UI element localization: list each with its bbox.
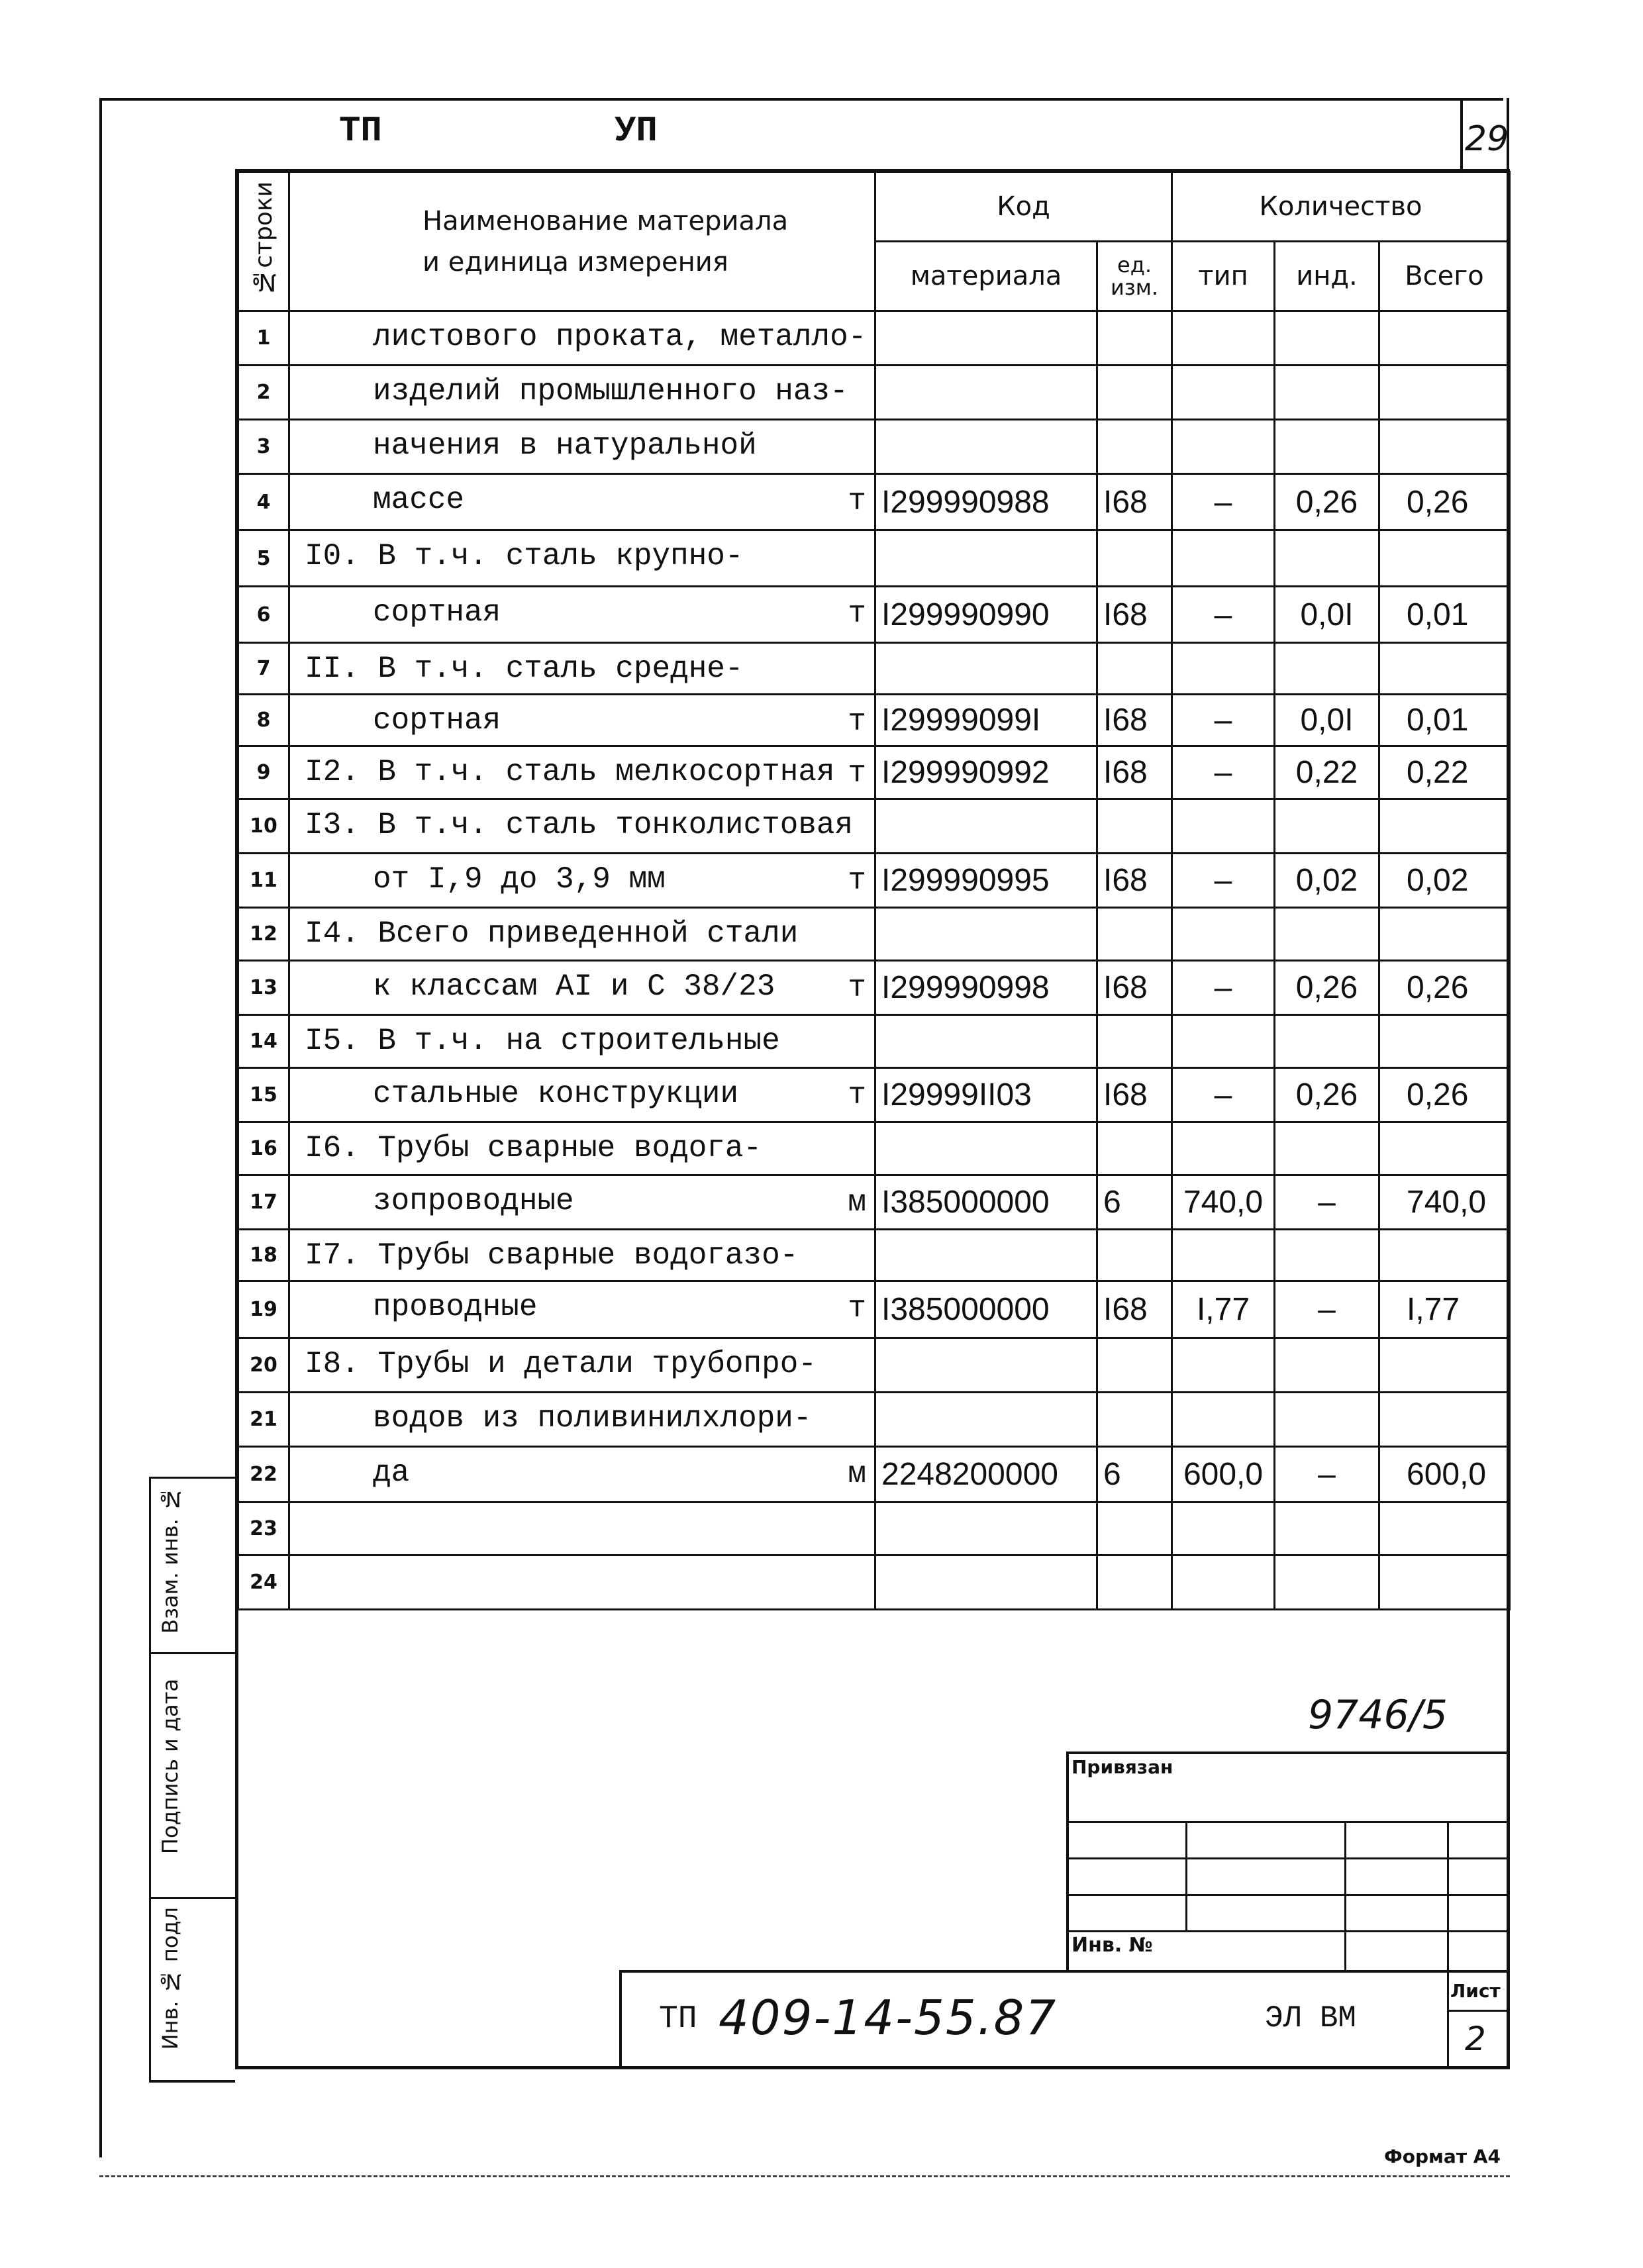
qty-total: 0,01 [1379,587,1510,643]
row-number: 18 [238,1230,289,1281]
qty-type: – [1172,1068,1275,1122]
doc-code: 409-14-55.87 [719,1990,1058,2046]
table-row [238,1503,1510,1555]
material-code: I299990990 [875,587,1097,643]
doc-section: ЭЛ ВМ [1265,2001,1357,2036]
title-block-sheet-divider [1447,1970,1449,2069]
qty-total: 0,02 [1379,854,1510,908]
table-row [238,695,1510,746]
qty-type [1172,1338,1275,1393]
qty-ind: – [1275,1447,1379,1503]
qty-total [1379,643,1510,695]
table-row [238,587,1510,643]
side-strip-line [149,1477,151,2083]
material-text: да [373,1455,410,1490]
qty-ind [1275,311,1379,366]
stamp-line-2 [1066,1857,1510,1859]
qty-total: 600,0 [1379,1447,1510,1503]
qty-ind [1275,1555,1379,1610]
qty-type [1172,530,1275,587]
stamp-line-1 [1066,1821,1510,1823]
stamp-vline-2 [1344,1821,1346,1970]
material-code [875,799,1097,854]
material-name [289,587,875,643]
row-number: 23 [238,1503,289,1555]
qty-type [1172,1015,1275,1068]
unit-text: т [848,1291,866,1326]
row-number: 6 [238,587,289,643]
material-text: I7. Трубы сварные водогазо- [305,1238,799,1273]
material-code [875,311,1097,366]
qty-total: 0,26 [1379,474,1510,530]
material-name [289,1281,875,1338]
stamp-line-4 [1066,1930,1510,1932]
material-text: проводные [373,1290,538,1324]
header-code-unit: ед. изм. [1097,242,1172,311]
material-code: I385000000 [875,1175,1097,1230]
material-name [289,311,875,366]
unit-code: I68 [1097,1281,1172,1338]
row-number: 12 [238,908,289,961]
qty-ind: 0,26 [1275,1068,1379,1122]
privyazan-label: Привязан [1071,1756,1173,1778]
material-code [875,1393,1097,1447]
table-row [238,643,1510,695]
material-name [289,1393,875,1447]
qty-total [1379,530,1510,587]
unit-code: 6 [1097,1175,1172,1230]
material-text: листового проката, металло- [373,320,867,354]
qty-type [1172,1393,1275,1447]
qty-total: 0,26 [1379,961,1510,1015]
material-code [875,1555,1097,1610]
header-quantity: Количество [1172,172,1510,242]
qty-total: 0,26 [1379,1068,1510,1122]
material-text: II. В т.ч. сталь средне- [305,652,744,686]
material-name [289,1015,875,1068]
table-row [238,961,1510,1015]
row-number: 7 [238,643,289,695]
unit-code [1097,1393,1172,1447]
unit-text: м [848,1457,866,1491]
table-row [238,1447,1510,1503]
unit-text: т [848,971,866,1005]
material-code [875,420,1097,474]
stamp-vline-3 [1447,1821,1449,1970]
table-row [238,1393,1510,1447]
qty-type: – [1172,746,1275,799]
stamp-vline-1 [1185,1821,1187,1932]
material-name [289,366,875,420]
row-number: 4 [238,474,289,530]
material-code: I299990998 [875,961,1097,1015]
table-row [238,799,1510,854]
material-text: I4. Всего приведенной стали [305,916,799,951]
table-row [238,854,1510,908]
unit-code: I68 [1097,695,1172,746]
row-number: 1 [238,311,289,366]
material-name [289,420,875,474]
material-name [289,854,875,908]
row-number: 19 [238,1281,289,1338]
qty-type [1172,311,1275,366]
qty-ind [1275,530,1379,587]
row-number: 5 [238,530,289,587]
material-text: водов из поливинилхлори- [373,1401,812,1436]
unit-code [1097,1122,1172,1175]
material-text: к классам AI и С 38/23 [373,969,775,1004]
material-text: стальные конструкции [373,1077,739,1111]
unit-code [1097,1503,1172,1555]
header-qty-type: тип [1172,242,1275,311]
table-row [238,1230,1510,1281]
row-number: 15 [238,1068,289,1122]
qty-ind [1275,420,1379,474]
unit-code [1097,643,1172,695]
material-code: I299990992 [875,746,1097,799]
materials-table [237,171,1511,1610]
unit-text: т [848,705,866,739]
header-material-name: Наименование материала и единица измерения [289,172,875,311]
header-code-material: материала [875,242,1097,311]
material-text: массе [373,483,465,517]
material-text: I3. В т.ч. сталь тонколистовая [305,808,854,842]
material-name [289,1122,875,1175]
material-text: I2. В т.ч. сталь мелкосортная [305,755,835,789]
material-code [875,1338,1097,1393]
qty-type [1172,799,1275,854]
qty-type [1172,1503,1275,1555]
material-name [289,695,875,746]
row-number: 8 [238,695,289,746]
table-row [238,1175,1510,1230]
material-name [289,530,875,587]
row-number: 14 [238,1015,289,1068]
row-number: 22 [238,1447,289,1503]
row-number: 9 [238,746,289,799]
unit-text: м [848,1185,866,1220]
material-code [875,1122,1097,1175]
qty-type: – [1172,695,1275,746]
qty-ind [1275,1230,1379,1281]
table-row [238,530,1510,587]
material-code: 2248200000 [875,1447,1097,1503]
material-code: I299990995 [875,854,1097,908]
table-row [238,908,1510,961]
row-number: 13 [238,961,289,1015]
qty-ind [1275,366,1379,420]
material-code [875,643,1097,695]
unit-text: т [848,1078,866,1112]
header-qty-ind: инд. [1275,242,1379,311]
sheet-label: Лист [1450,1980,1501,2002]
side-divider-1 [149,1652,235,1654]
material-code [875,366,1097,420]
qty-ind: 0,26 [1275,961,1379,1015]
side-divider-2 [149,1897,235,1899]
qty-type [1172,1122,1275,1175]
material-code: I385000000 [875,1281,1097,1338]
unit-code: I68 [1097,587,1172,643]
qty-total [1379,1122,1510,1175]
unit-code [1097,908,1172,961]
qty-type: I,77 [1172,1281,1275,1338]
qty-ind [1275,799,1379,854]
material-name [289,1230,875,1281]
material-code [875,1015,1097,1068]
qty-ind [1275,1122,1379,1175]
qty-type: – [1172,587,1275,643]
qty-type [1172,643,1275,695]
page-number: 29 [1465,119,1509,159]
unit-code: 6 [1097,1447,1172,1503]
table-row [238,366,1510,420]
material-text: I8. Трубы и детали трубопро- [305,1347,817,1381]
table-row [238,1068,1510,1122]
material-text: начения в натуральной [373,428,757,463]
qty-ind [1275,1338,1379,1393]
qty-ind [1275,1393,1379,1447]
qty-total [1379,1338,1510,1393]
unit-code [1097,311,1172,366]
material-text: I5. В т.ч. на строительные [305,1024,780,1058]
qty-ind: 0,02 [1275,854,1379,908]
table-row [238,1122,1510,1175]
material-text: сортная [373,703,501,738]
qty-ind: 0,22 [1275,746,1379,799]
material-name [289,1503,875,1555]
unit-code [1097,1230,1172,1281]
unit-code [1097,420,1172,474]
qty-ind: 0,0I [1275,695,1379,746]
qty-type [1172,1230,1275,1281]
header-row-number: №строки [238,172,289,311]
material-name [289,1555,875,1610]
unit-text: т [848,597,866,631]
material-name [289,1175,875,1230]
row-number: 21 [238,1393,289,1447]
qty-type [1172,366,1275,420]
qty-total [1379,908,1510,961]
material-text: зопроводные [373,1184,574,1218]
row-number: 24 [238,1555,289,1610]
qty-ind [1275,1503,1379,1555]
qty-ind [1275,1015,1379,1068]
row-number: 2 [238,366,289,420]
unit-code [1097,1555,1172,1610]
table-row [238,311,1510,366]
material-code: I299990988 [875,474,1097,530]
row-number: 16 [238,1122,289,1175]
row-number: 10 [238,799,289,854]
table-row [238,746,1510,799]
qty-type: – [1172,854,1275,908]
handwritten-number: 9746/5 [1308,1692,1448,1738]
qty-ind: 0,0I [1275,587,1379,643]
side-label-vzam: Взам. инв. № [158,1487,183,1634]
row-number: 11 [238,854,289,908]
material-code: I29999II03 [875,1068,1097,1122]
qty-type: 600,0 [1172,1447,1275,1503]
material-text: I6. Трубы сварные водога- [305,1131,762,1165]
qty-type [1172,908,1275,961]
unit-text: т [848,756,866,791]
header-up: УП [615,111,658,152]
unit-text: т [848,484,866,518]
table-row [238,420,1510,474]
header-qty-total: Всего [1379,242,1510,311]
material-name [289,643,875,695]
unit-code: I68 [1097,746,1172,799]
side-label-podpis: Подпись и дата [158,1679,183,1855]
unit-text: т [848,863,866,898]
qty-total [1379,1393,1510,1447]
material-name [289,799,875,854]
unit-code [1097,799,1172,854]
material-code: I29999099I [875,695,1097,746]
table-row [238,1555,1510,1610]
table-row [238,1281,1510,1338]
material-code [875,530,1097,587]
material-name [289,908,875,961]
qty-type [1172,420,1275,474]
material-name [289,1447,875,1503]
table-row [238,474,1510,530]
material-text: I0. В т.ч. сталь крупно- [305,539,744,573]
qty-total: 0,01 [1379,695,1510,746]
material-code [875,1503,1097,1555]
unit-code [1097,1015,1172,1068]
format-label: Формат А4 [1384,2145,1501,2167]
qty-ind: – [1275,1175,1379,1230]
unit-code: I68 [1097,474,1172,530]
qty-ind [1275,643,1379,695]
qty-total [1379,311,1510,366]
table-row [238,1015,1510,1068]
row-number: 3 [238,420,289,474]
unit-code: I68 [1097,961,1172,1015]
qty-total [1379,420,1510,474]
material-code [875,1230,1097,1281]
qty-total: 0,22 [1379,746,1510,799]
qty-ind [1275,908,1379,961]
material-text: от I,9 до 3,9 мм [373,862,666,897]
qty-total [1379,1015,1510,1068]
unit-code [1097,530,1172,587]
unit-code [1097,1338,1172,1393]
material-name [289,1068,875,1122]
table-row [238,1338,1510,1393]
unit-code: I68 [1097,854,1172,908]
doc-prefix: ТП [659,2001,697,2037]
qty-type: – [1172,474,1275,530]
material-name [289,1338,875,1393]
material-text: сортная [373,595,501,630]
qty-total [1379,1503,1510,1555]
qty-total [1379,1230,1510,1281]
material-code [875,908,1097,961]
inv-no-label: Инв. № [1071,1934,1153,1957]
qty-total [1379,799,1510,854]
unit-code [1097,366,1172,420]
qty-total: I,77 [1379,1281,1510,1338]
row-number: 20 [238,1338,289,1393]
qty-total: 740,0 [1379,1175,1510,1230]
sheet-number: 2 [1465,2020,1486,2058]
qty-total [1379,1555,1510,1610]
qty-ind: – [1275,1281,1379,1338]
unit-code: I68 [1097,1068,1172,1122]
qty-type [1172,1555,1275,1610]
qty-type: 740,0 [1172,1175,1275,1230]
qty-ind: 0,26 [1275,474,1379,530]
qty-total [1379,366,1510,420]
bottom-cut-line [99,2175,1510,2179]
material-name [289,474,875,530]
material-text: изделий промышленного наз- [373,374,848,409]
material-name [289,746,875,799]
title-block-sheet-line [1447,2010,1510,2012]
row-number: 17 [238,1175,289,1230]
side-label-inv: Инв. № подл [158,1907,183,2050]
material-name [289,961,875,1015]
qty-type: – [1172,961,1275,1015]
header-code: Код [875,172,1172,242]
header-tp: ТП [339,111,382,152]
stamp-line-3 [1066,1894,1510,1896]
